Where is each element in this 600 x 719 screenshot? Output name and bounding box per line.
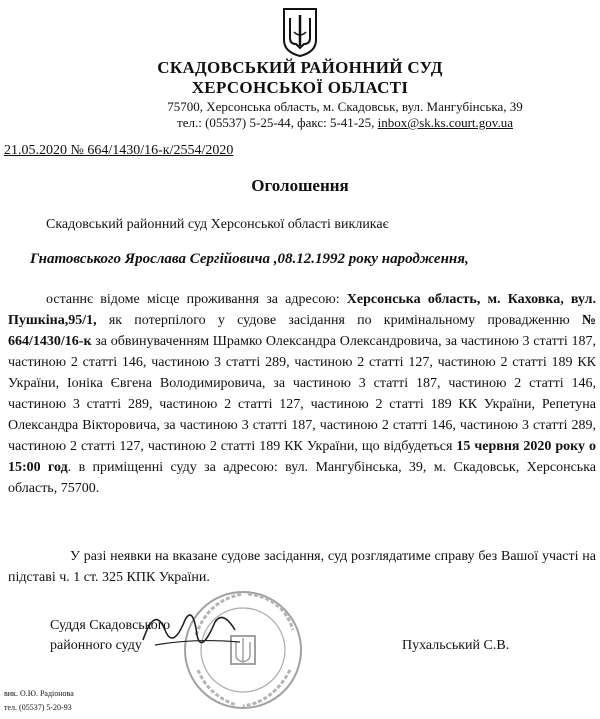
contacts-phone-fax: тел.: (05537) 5-25-44, факс: 5-41-25, xyxy=(177,115,375,130)
body-part-1: останнє відоме місце проживання за адресою: xyxy=(46,292,347,307)
body-part-4: . в приміщенні суду за адресою: вул. Мангубінська, 39, м. Скадовськ, Херсонська область, 75700. xyxy=(8,460,596,496)
coat-of-arms-icon xyxy=(281,6,319,58)
hearing-date: 15 червня 2020 року о 15:00 год xyxy=(8,439,596,475)
court-name: СКАДОВСЬКИЙ РАЙОННИЙ СУД xyxy=(157,58,443,77)
court-contacts xyxy=(120,115,570,131)
residence-address: Херсонська область, м. Каховка, вул. Пушкіна,95/1, xyxy=(8,292,596,328)
court-region: ХЕРСОНСЬКОЇ ОБЛАСТІ xyxy=(191,78,409,97)
judge-title-line2: районного суду xyxy=(50,638,142,653)
person-name: Гнатовського Ярослава Сергійовича ,08.12.1992 року народження, xyxy=(30,251,469,267)
executor-name: вик. О.Ю. Радіонова xyxy=(4,689,74,698)
document-number: 21.05.2020 № 664/1430/16-к/2554/2020 xyxy=(4,143,234,158)
page-title: Оголошення xyxy=(251,176,349,195)
intro-text: Скадовський районний суд Херсонської області викликає xyxy=(46,217,389,232)
case-number: № 664/1430/16-к xyxy=(8,313,596,349)
body-part-2: як потерпілого у судове засідання по кримінальному провадженню xyxy=(96,313,582,328)
court-address: 75700, Херсонська область, м. Скадовськ, вул. Мангубінська, 39 xyxy=(167,99,523,114)
email-link[interactable]: inbox@sk.ks.court.gov.ua xyxy=(377,115,513,130)
judge-name: Пухальський С.В. xyxy=(402,638,510,653)
judge-title-line1: Суддя Скадовського xyxy=(50,618,171,633)
absence-warning: У разі неявки на вказане судове засідання, суд розглядатиме справу без Вашої участі на підставі ч. 1 ст. 325 КПК України. xyxy=(8,549,596,585)
announcement-body xyxy=(8,289,596,499)
executor-phone: тел. (05537) 5-20-93 xyxy=(4,703,72,712)
body-part-3: за обвинуваченням Шрамко Олександра Олександровича, за частиною 3 статті 187, частиною 2 статті 146, частиною 3 статті 289, частиною 2 статті 127, частиною 2 статті 189 КК України, Іоніка Євгена Володимировича, за частиною 3 статті 187, частиною 2 статті 146, частиною 3 статті 289, частиною 2 статті 127, частиною 2 статті 189 КК України, Репетуна Олександра Вікторовича, за частиною 3 статті 187, частиною 2 статті 146, частиною 3 статті 289, частиною 2 статті 127, частиною 2 статті 189 КК України, що відбудеться xyxy=(8,334,596,454)
